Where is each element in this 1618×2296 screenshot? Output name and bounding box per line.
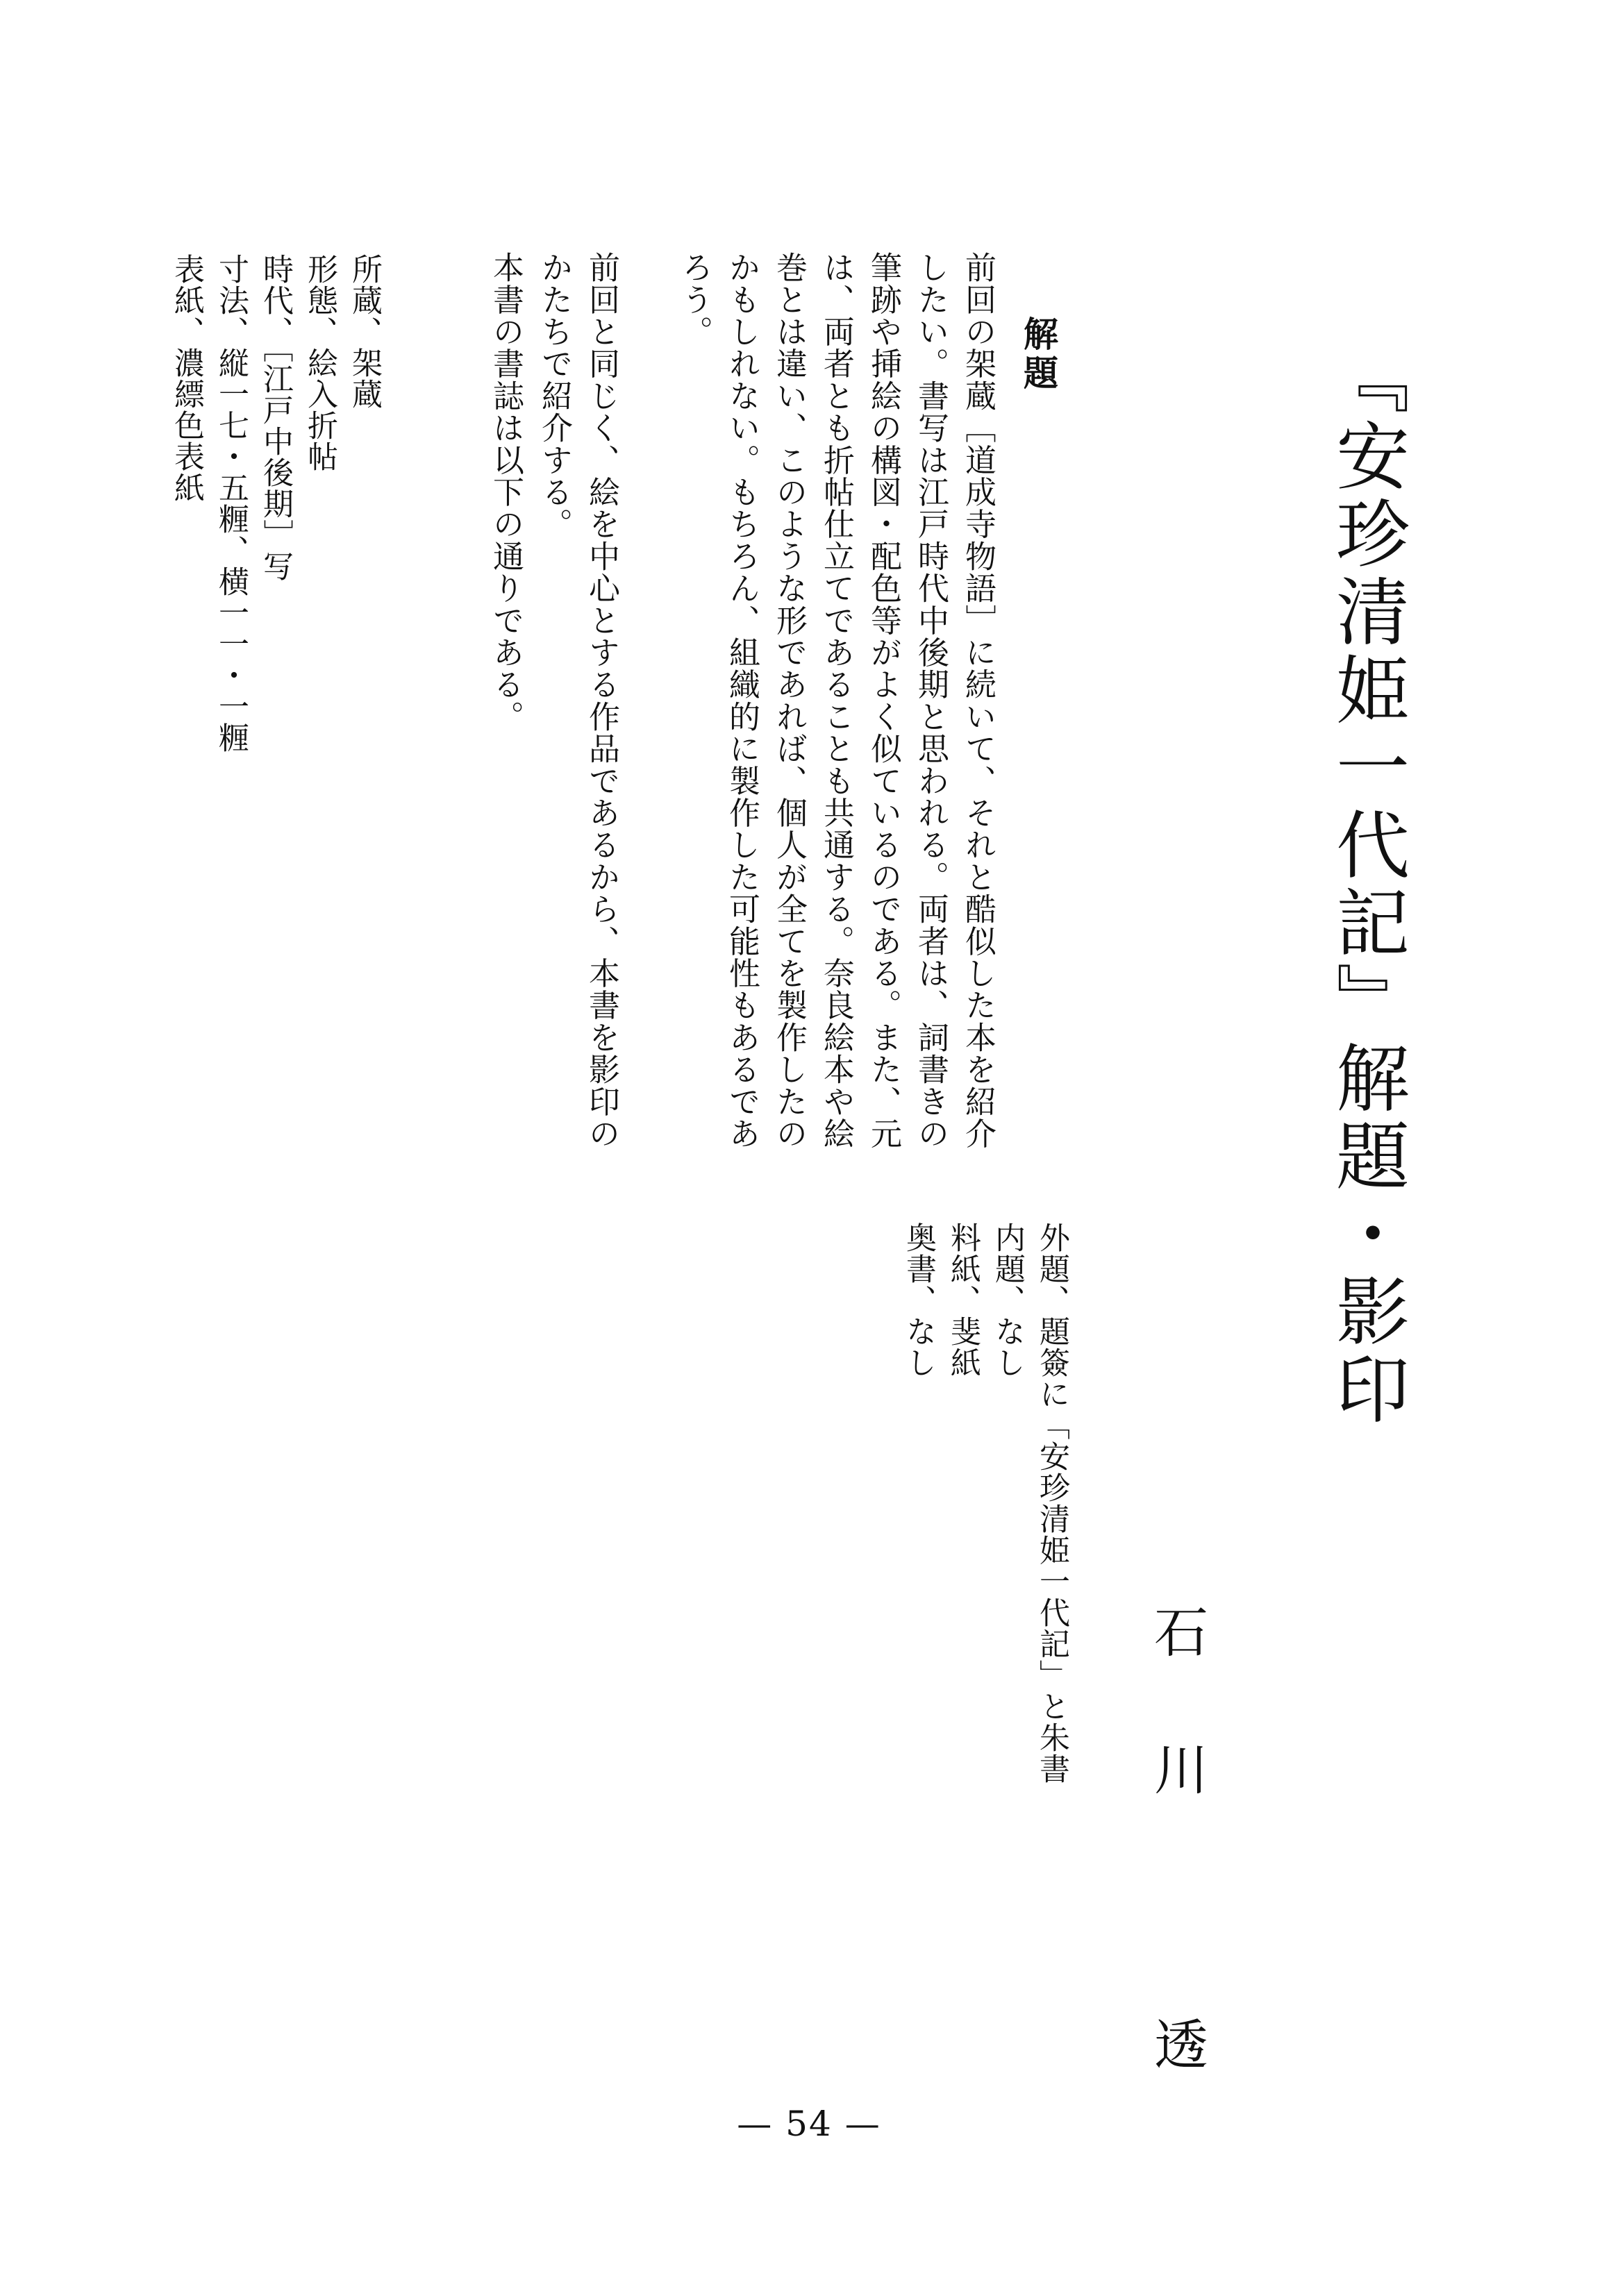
page-title: 『安珍清姫一代記』解題・影印 (1324, 340, 1410, 1429)
author-name: 石川 透 (1145, 1604, 1208, 2154)
body-paragraph: 本書の書誌は以下の通りである。 (487, 251, 524, 732)
bibliography-item: 外題、題簽に「安珍清姫一代記」と朱書 (1034, 1222, 1069, 1784)
bibliography-item: 形態、絵入折帖 (302, 253, 337, 472)
bibliography-item: 寸法、縦一七・五糎、横一一・一糎 (213, 253, 249, 753)
page-number: — 54 — (737, 2104, 881, 2144)
body-paragraph: 前回と同じく、絵を中心とする作品であるから、本書を影印のかたちで紹介する。 (536, 251, 620, 1150)
section-heading: 解題 (1018, 316, 1059, 394)
bibliography-list-lower (164, 253, 386, 753)
bibliography-item: 料紙、斐紙 (945, 1222, 981, 1378)
bibliography-item: 時代、［江戸中後期］写 (258, 253, 293, 582)
bibliography-item: 内題、なし (990, 1222, 1025, 1378)
body-paragraph: 前回の架蔵［道成寺物語］に続いて、それと酷似した本を紹介したい。書写は江戸時代中後期と思われる。両者は、詞書きの筆跡や挿絵の構図・配色等がよく似ているのである。また、元は、両者とも折帖仕立てであることも共通する。奈良絵本や絵巻とは違い、このような形であれば、個人が全てを製作したのかもしれない。もちろん、組織的に製作した可能性もあるであろう。 (676, 251, 996, 1150)
bibliography-item: 所蔵、架蔵 (347, 253, 382, 410)
bibliography-item: 奥書、なし (901, 1222, 936, 1378)
bibliography-list-upper (896, 1222, 1074, 1784)
bibliography-item: 表紙、濃縹色表紙 (169, 253, 204, 503)
